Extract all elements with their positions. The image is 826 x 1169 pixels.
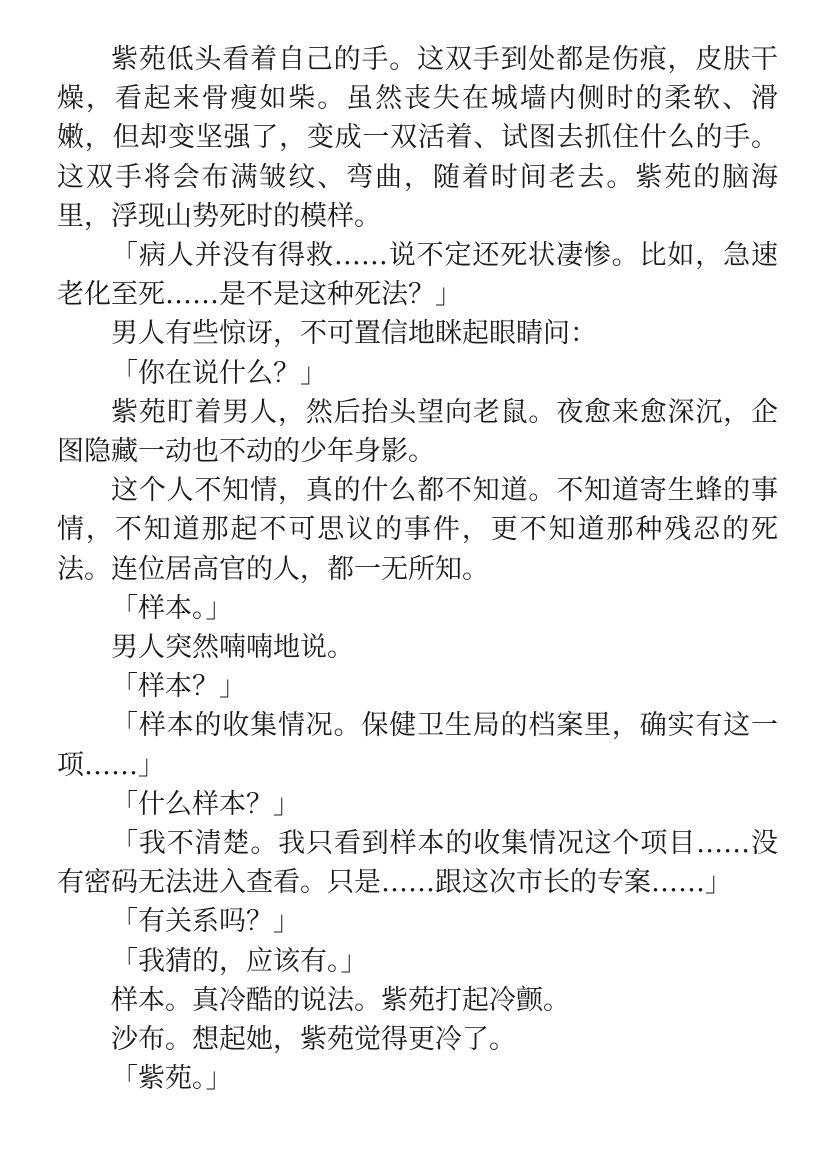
paragraph: 「样本。」 — [111, 592, 233, 624]
paragraph: 「我猜的，应该有。」 — [111, 945, 368, 977]
paragraph: 「什么样本？」 — [111, 788, 300, 820]
paragraph: 「你在说什么？」 — [111, 357, 327, 389]
paragraph: 「紫苑。」 — [111, 1063, 233, 1095]
paragraph: 「样本？」 — [111, 671, 246, 703]
paragraph: 样本。真冷酷的说法。紫苑打起冷颤。 — [111, 984, 570, 1016]
document-body — [57, 40, 778, 1098]
paragraph: 这个人不知情，真的什么都不知道。不知道寄生蜂的事情，不知道那起不可思议的事件，更不知道那种残忍的死法。连位居高官的人，都一无所知。 — [57, 475, 778, 585]
paragraph: 「有关系吗？」 — [111, 906, 300, 938]
paragraph: 「我不清楚。我只看到样本的收集情况这个项目……没有密码无法进入查看。只是……跟这次市长的专案……」 — [57, 828, 778, 899]
paragraph: 「样本的收集情况。保健卫生局的档案里，确实有这一项……」 — [57, 710, 778, 781]
paragraph: 紫苑盯着男人，然后抬头望向老鼠。夜愈来愈深沉，企图隐藏一动也不动的少年身影。 — [57, 396, 778, 468]
paragraph: 紫苑低头看着自己的手。这双手到处都是伤痕，皮肤干燥，看起来骨瘦如柴。虽然丧失在城墙内侧时的柔软、滑嫩，但却变坚强了，变成一双活着、试图去抓住什么的手。这双手将会布满皱纹、弯曲，随着时间老去。紫苑的脑海里，浮现山势死时的模样。 — [57, 44, 778, 232]
paragraph: 「病人并没有得救……说不定还死状凄惨。比如，急速老化至死……是不是这种死法？」 — [57, 240, 778, 311]
paragraph: 男人有些惊讶，不可置信地眯起眼睛问： — [111, 318, 597, 350]
paragraph: 沙布。想起她，紫苑觉得更冷了。 — [111, 1024, 516, 1056]
paragraph: 男人突然喃喃地说。 — [111, 632, 354, 664]
